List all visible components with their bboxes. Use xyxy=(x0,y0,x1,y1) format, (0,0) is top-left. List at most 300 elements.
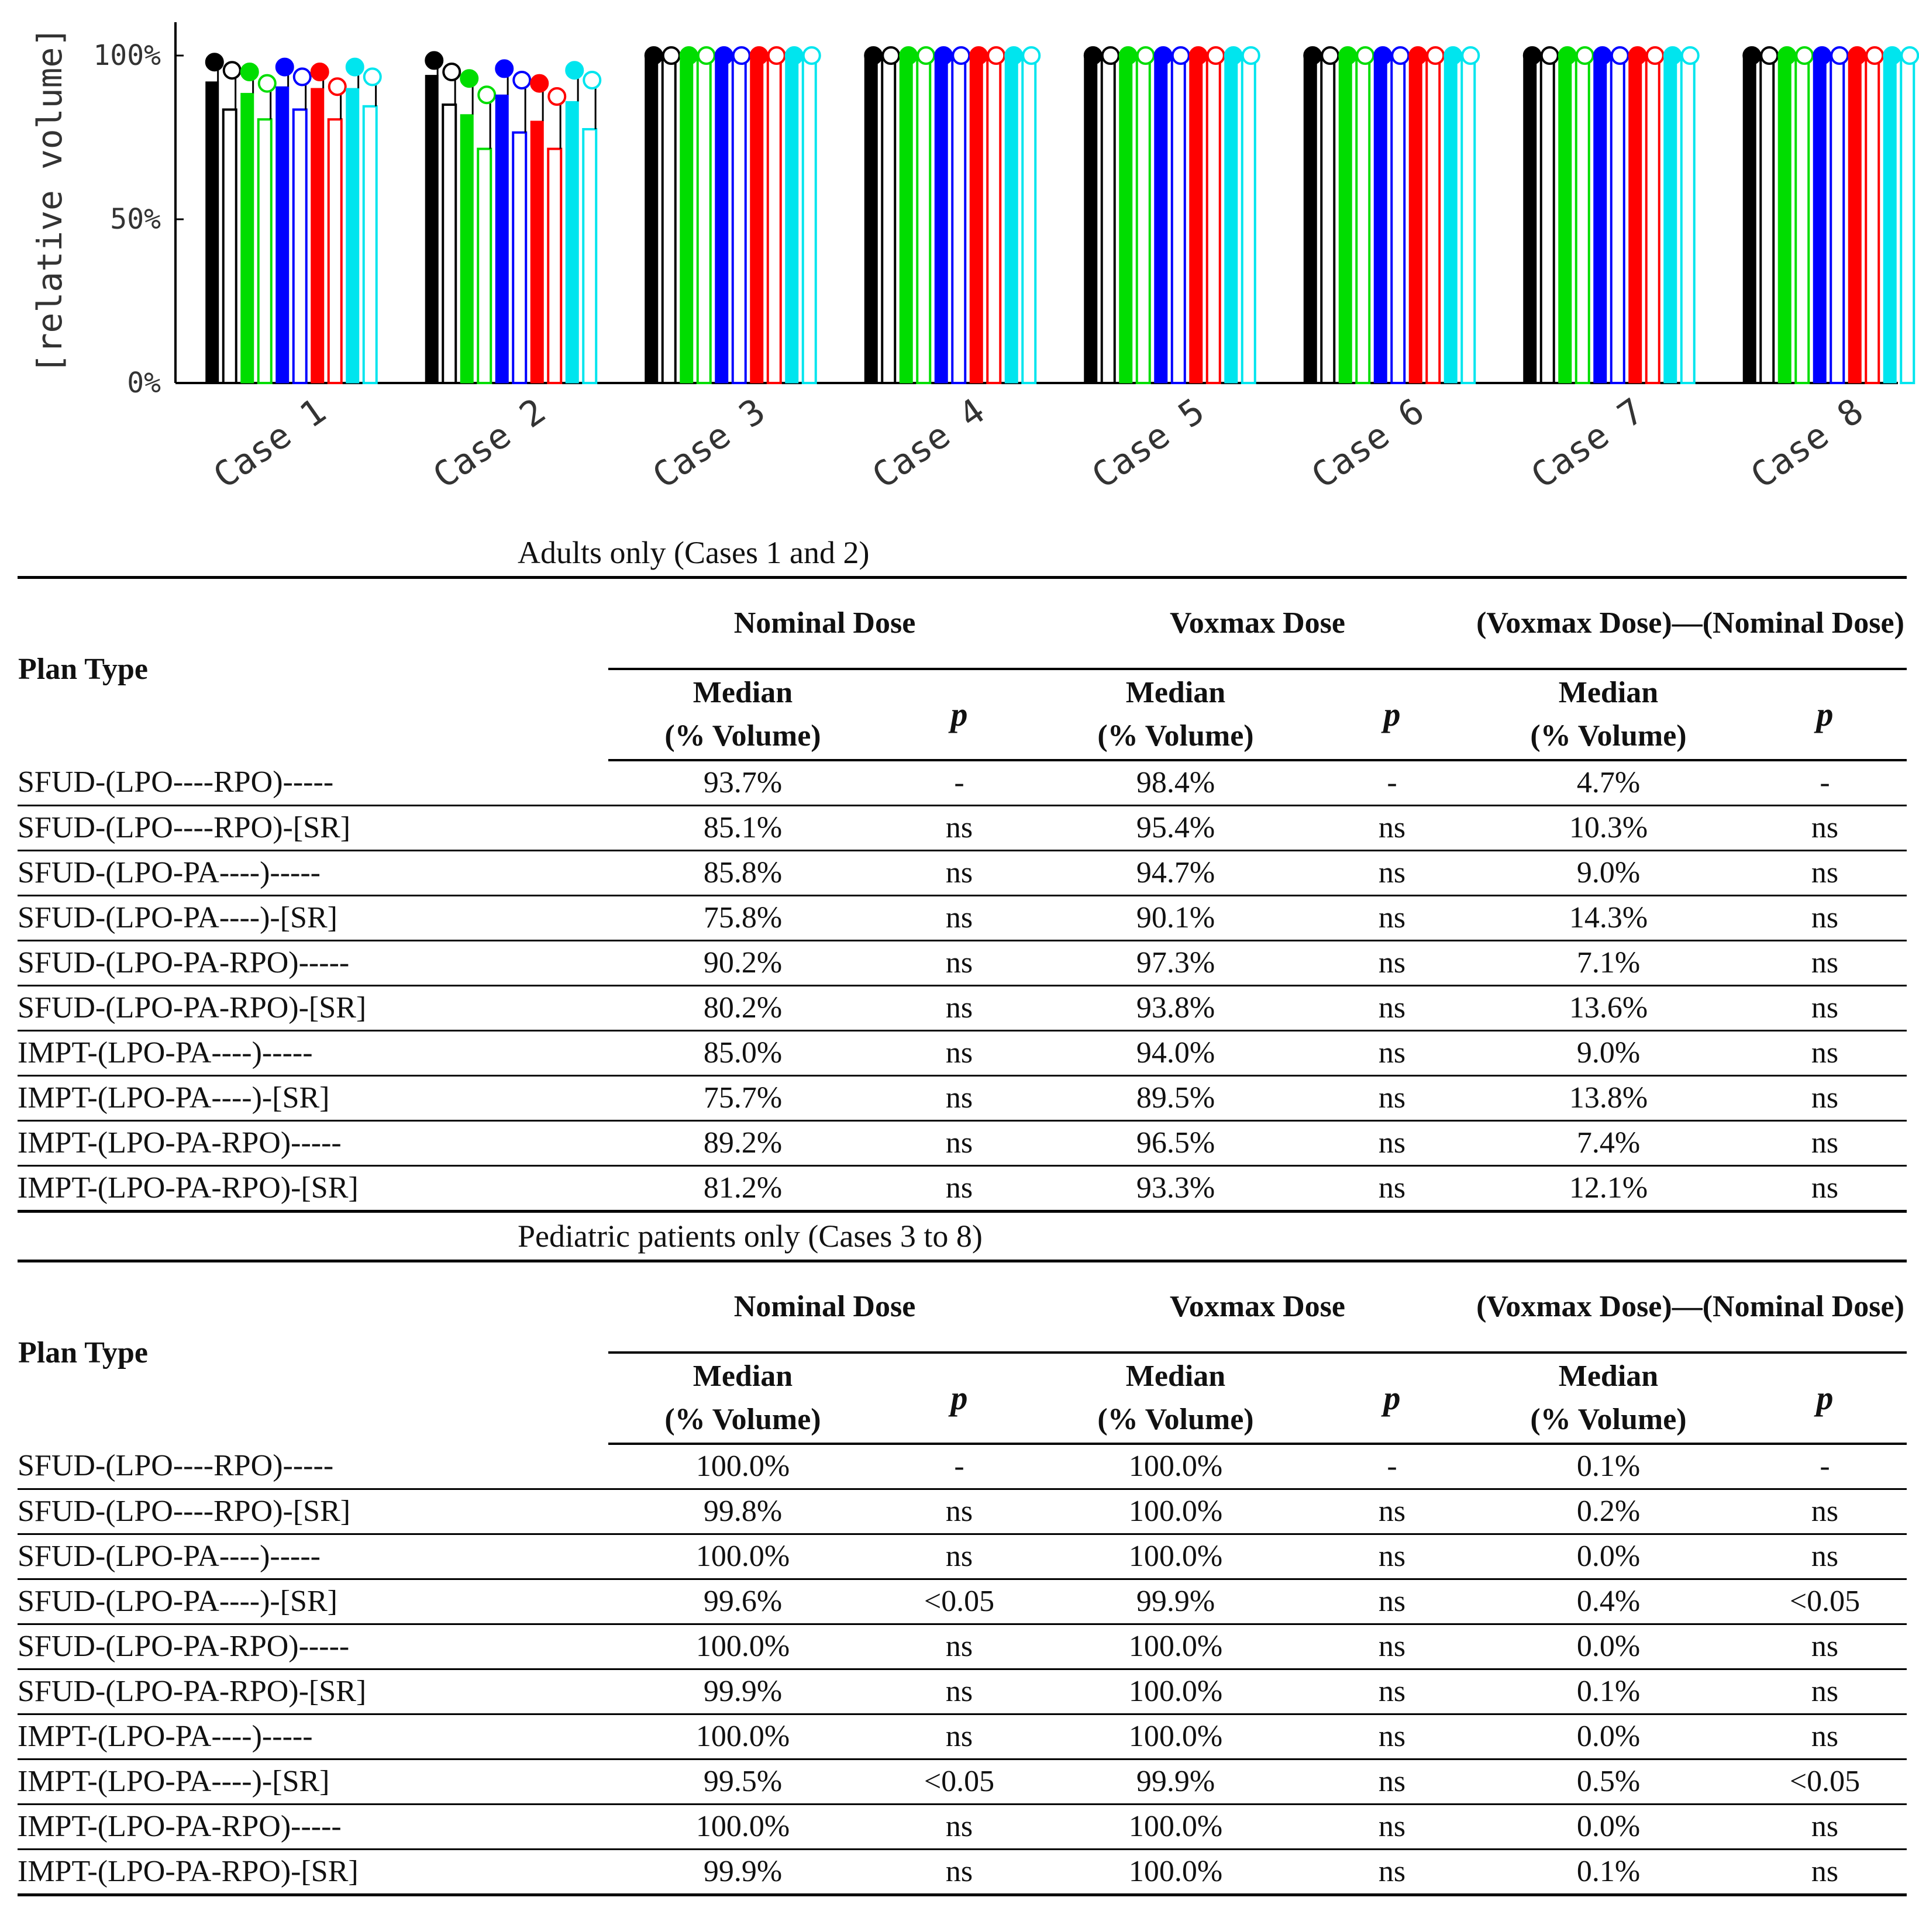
difference-median-cell: 0.0% xyxy=(1474,1624,1743,1669)
voxmax-median-cell: 94.7% xyxy=(1041,851,1310,896)
nominal-median-cell: 99.5% xyxy=(608,1760,877,1805)
voxmax-p-cell: ns xyxy=(1310,1534,1474,1579)
nominal-median-cell: 80.2% xyxy=(608,986,877,1031)
table-row xyxy=(18,1805,1907,1850)
bar xyxy=(1005,56,1018,383)
voxmax-marker xyxy=(1779,47,1795,64)
difference-median-cell: 9.0% xyxy=(1474,1031,1743,1076)
median-header: Median (% Volume) xyxy=(1474,1353,1743,1444)
plan-type-cell: SFUD-(LPO-PA----)----- xyxy=(18,851,608,896)
voxmax-marker xyxy=(478,87,495,103)
nominal-p-cell: ns xyxy=(877,1534,1041,1579)
nominal-p-cell: - xyxy=(877,760,1041,806)
voxmax-marker xyxy=(461,70,477,87)
difference-p-cell: ns xyxy=(1743,1121,1907,1166)
x-tick-label: Case 1 xyxy=(206,390,334,497)
table-row xyxy=(18,1714,1907,1760)
voxmax-marker xyxy=(1901,47,1918,64)
bar xyxy=(259,119,271,383)
difference-p-cell: ns xyxy=(1743,1076,1907,1121)
voxmax-median-cell: 99.9% xyxy=(1041,1579,1310,1624)
voxmax-p-cell: ns xyxy=(1310,1489,1474,1534)
p-header: p xyxy=(1743,1353,1907,1444)
voxmax-marker xyxy=(953,47,969,64)
voxmax-marker xyxy=(584,72,600,88)
voxmax-p-cell: ns xyxy=(1310,896,1474,941)
nominal-median-cell: 81.2% xyxy=(703,1171,783,1205)
plan-type-cell: SFUD-(LPO-PA-RPO)-[SR] xyxy=(18,986,608,1031)
voxmax-median-cell: 89.5% xyxy=(1041,1076,1310,1121)
voxmax-median-cell: 98.4% xyxy=(1041,760,1310,806)
voxmax-median-cell: 94.0% xyxy=(1041,1031,1310,1076)
difference-median-cell: 4.7% xyxy=(1474,760,1743,806)
table-row xyxy=(18,1121,1907,1166)
bar xyxy=(1391,56,1404,383)
difference-median-cell: 7.1% xyxy=(1474,941,1743,986)
voxmax-marker xyxy=(1339,47,1356,64)
bar xyxy=(223,109,236,383)
voxmax-marker xyxy=(312,64,328,80)
voxmax-marker xyxy=(1594,47,1611,64)
nominal-dose-header: Nominal Dose xyxy=(608,1261,1041,1353)
bar xyxy=(1629,56,1642,383)
plan-type-cell: IMPT-(LPO-PA----)----- xyxy=(18,1714,608,1760)
nominal-p-cell: ns xyxy=(877,986,1041,1031)
bar xyxy=(1207,56,1220,383)
voxmax-marker xyxy=(1085,47,1101,64)
voxmax-marker xyxy=(1023,47,1039,64)
nominal-p-cell: ns xyxy=(877,1121,1041,1166)
bar xyxy=(803,56,816,383)
median-header: Median (% Volume) xyxy=(1041,669,1310,760)
nominal-p-cell: ns xyxy=(877,1714,1041,1760)
voxmax-marker xyxy=(549,88,565,105)
x-tick-label: Case 5 xyxy=(1084,390,1212,497)
bar xyxy=(1304,56,1317,383)
bar xyxy=(1901,56,1914,383)
median-header: Median (% Volume) xyxy=(1474,669,1743,760)
bar xyxy=(329,119,342,383)
difference-p-cell: ns xyxy=(1743,1489,1907,1534)
p-header: p xyxy=(877,1353,1041,1444)
voxmax-marker xyxy=(786,47,802,64)
plan-type-header: Plan Type xyxy=(18,653,149,686)
plan-type-cell: SFUD-(LPO-PA----)-[SR] xyxy=(18,896,608,941)
nominal-median-cell: 85.1% xyxy=(608,806,877,851)
voxmax-marker xyxy=(883,47,899,64)
bar xyxy=(1427,56,1439,383)
relative-volume-bar-chart xyxy=(0,0,1919,526)
voxmax-median-cell: 93.3% xyxy=(1136,1171,1215,1205)
voxmax-marker xyxy=(769,47,785,64)
difference-median-cell: 10.3% xyxy=(1474,806,1743,851)
voxmax-marker xyxy=(716,47,732,64)
nominal-median-cell: 90.2% xyxy=(608,941,877,986)
median-header: Median (% Volume) xyxy=(608,1353,877,1444)
bar xyxy=(1831,56,1844,383)
difference-header: (Voxmax Dose)—(Nominal Dose) xyxy=(1474,578,1907,670)
bar xyxy=(1883,56,1896,383)
voxmax-marker xyxy=(1103,47,1119,64)
bar xyxy=(768,56,781,383)
voxmax-marker xyxy=(681,47,697,64)
voxmax-marker xyxy=(1761,47,1777,64)
difference-p-cell: <0.05 xyxy=(1743,1579,1907,1624)
bar xyxy=(276,87,289,383)
voxmax-median-cell: 100.0% xyxy=(1128,1855,1223,1888)
nominal-median-cell: 89.2% xyxy=(608,1121,877,1166)
x-tick-label: Case 3 xyxy=(645,390,773,497)
voxmax-p-cell: ns xyxy=(1310,806,1474,851)
voxmax-median-cell: 100.0% xyxy=(1041,1489,1310,1534)
voxmax-marker xyxy=(646,47,662,64)
x-tick-label: Case 8 xyxy=(1743,390,1871,497)
nominal-median-cell: 99.9% xyxy=(608,1669,877,1714)
bar xyxy=(364,106,377,383)
nominal-p-cell: ns xyxy=(877,1669,1041,1714)
bar xyxy=(583,129,596,383)
voxmax-marker xyxy=(1005,47,1022,64)
difference-p-cell: ns xyxy=(1811,1171,1839,1205)
p-header: p xyxy=(1310,1353,1474,1444)
voxmax-median-cell: 100.0% xyxy=(1041,1444,1310,1489)
nominal-median-cell: 100.0% xyxy=(608,1805,877,1850)
voxmax-marker xyxy=(1208,47,1224,64)
voxmax-marker xyxy=(1304,47,1321,64)
bar xyxy=(680,56,693,383)
voxmax-marker xyxy=(566,62,583,78)
difference-p-cell: ns xyxy=(1743,1534,1907,1579)
plan-type-cell: SFUD-(LPO----RPO)-[SR] xyxy=(18,806,608,851)
voxmax-marker xyxy=(1138,47,1154,64)
voxmax-p-cell: ns xyxy=(1310,1760,1474,1805)
voxmax-marker xyxy=(1814,47,1830,64)
voxmax-marker xyxy=(277,59,293,75)
bar xyxy=(1848,56,1861,383)
bar xyxy=(1576,56,1589,383)
p-header: p xyxy=(1310,669,1474,760)
median-header: Median (% Volume) xyxy=(608,669,877,760)
nominal-median-cell: 100.0% xyxy=(608,1624,877,1669)
bar xyxy=(987,56,1000,383)
bar xyxy=(1022,56,1035,383)
plan-type-cell: SFUD-(LPO-PA----)-[SR] xyxy=(18,1579,608,1624)
voxmax-marker xyxy=(329,78,346,95)
nominal-median-cell: 100.0% xyxy=(608,1444,877,1489)
bar xyxy=(1743,56,1756,383)
difference-p-cell: ns xyxy=(1743,806,1907,851)
bar xyxy=(460,115,473,383)
table-row xyxy=(18,806,1907,851)
voxmax-marker xyxy=(242,64,258,80)
bar xyxy=(311,88,324,383)
difference-p-cell: ns xyxy=(1743,1031,1907,1076)
nominal-p-cell: ns xyxy=(877,1031,1041,1076)
difference-median-cell: 13.8% xyxy=(1474,1076,1743,1121)
nominal-p-cell: ns xyxy=(877,1489,1041,1534)
voxmax-marker xyxy=(1866,47,1883,64)
plan-type-cell: IMPT-(LPO-PA----)-[SR] xyxy=(18,1076,608,1121)
bar xyxy=(443,105,456,383)
plan-type-cell: SFUD-(LPO----RPO)-[SR] xyxy=(18,1489,608,1534)
difference-median-cell: 0.2% xyxy=(1474,1489,1743,1534)
plan-type-cell: SFUD-(LPO-PA-RPO)----- xyxy=(18,941,608,986)
bar xyxy=(750,56,763,383)
bar xyxy=(1119,56,1132,383)
difference-p-cell: ns xyxy=(1743,1624,1907,1669)
voxmax-marker xyxy=(531,75,547,92)
bar xyxy=(1559,56,1572,383)
bar xyxy=(1462,56,1474,383)
plan-type-cell: SFUD-(LPO-PA-RPO)----- xyxy=(18,1624,608,1669)
voxmax-marker xyxy=(1173,47,1189,64)
voxmax-p-cell: ns xyxy=(1310,1121,1474,1166)
bar xyxy=(917,56,930,383)
nominal-p-cell: <0.05 xyxy=(877,1760,1041,1805)
p-header: p xyxy=(877,669,1041,760)
nominal-median-cell: 99.9% xyxy=(703,1855,783,1888)
voxmax-marker xyxy=(1243,47,1259,64)
difference-p-cell: - xyxy=(1743,760,1907,806)
voxmax-marker xyxy=(1831,47,1848,64)
difference-p-cell: ns xyxy=(1743,1805,1907,1850)
bar xyxy=(1102,56,1115,383)
bar xyxy=(1172,56,1185,383)
voxmax-p-cell: ns xyxy=(1310,1031,1474,1076)
voxmax-p-cell: - xyxy=(1310,760,1474,806)
bar xyxy=(1594,56,1607,383)
plan-type-header: Plan Type xyxy=(18,1336,149,1369)
voxmax-median-cell: 100.0% xyxy=(1041,1805,1310,1850)
bar xyxy=(1778,56,1791,383)
voxmax-marker xyxy=(1374,47,1391,64)
voxmax-marker xyxy=(1445,47,1461,64)
bar xyxy=(425,75,438,383)
bar xyxy=(530,121,543,383)
difference-median-cell: 0.5% xyxy=(1474,1760,1743,1805)
x-tick-label: Case 2 xyxy=(425,390,553,497)
voxmax-marker xyxy=(364,68,381,85)
difference-p-cell: ns xyxy=(1743,851,1907,896)
table-row xyxy=(18,851,1907,896)
voxmax-marker xyxy=(1322,47,1338,64)
bar xyxy=(495,95,508,383)
voxmax-marker xyxy=(1796,47,1813,64)
bar xyxy=(1541,56,1554,383)
voxmax-marker xyxy=(1155,47,1172,64)
difference-p-cell: ns xyxy=(1743,1714,1907,1760)
bar xyxy=(1611,56,1624,383)
nominal-p-cell: ns xyxy=(877,851,1041,896)
nominal-p-cell: ns xyxy=(877,1624,1041,1669)
nominal-p-cell: ns xyxy=(877,896,1041,941)
difference-p-cell: ns xyxy=(1743,896,1907,941)
bar xyxy=(1866,56,1879,383)
bar xyxy=(663,56,676,383)
nominal-median-cell: 75.7% xyxy=(608,1076,877,1121)
voxmax-marker xyxy=(1225,47,1242,64)
voxmax-marker xyxy=(1559,47,1576,64)
voxmax-marker xyxy=(206,54,223,70)
table-row xyxy=(18,1760,1907,1805)
bar xyxy=(698,56,711,383)
difference-p-cell: ns xyxy=(1743,1669,1907,1714)
difference-median-cell: 0.1% xyxy=(1576,1855,1641,1888)
difference-p-cell: <0.05 xyxy=(1743,1760,1907,1805)
voxmax-marker xyxy=(900,47,917,64)
difference-p-cell: ns xyxy=(1743,986,1907,1031)
bar xyxy=(715,56,728,383)
voxmax-marker xyxy=(935,47,952,64)
plan-type-cell: SFUD-(LPO----RPO)----- xyxy=(18,1444,608,1489)
voxmax-p-cell: ns xyxy=(1378,1171,1406,1205)
plan-type-cell: IMPT-(LPO-PA----)----- xyxy=(18,1031,608,1076)
median-header: Median (% Volume) xyxy=(1041,1353,1310,1444)
difference-median-cell: 13.6% xyxy=(1474,986,1743,1031)
voxmax-marker xyxy=(733,47,750,64)
difference-p-cell: ns xyxy=(1811,1855,1839,1888)
voxmax-marker xyxy=(1849,47,1865,64)
bar xyxy=(970,56,983,383)
voxmax-p-cell: ns xyxy=(1310,941,1474,986)
voxmax-p-cell: ns xyxy=(1378,1855,1406,1888)
plan-type-cell: SFUD-(LPO-PA-RPO)-[SR] xyxy=(18,1669,608,1714)
voxmax-marker xyxy=(1410,47,1426,64)
adults-table xyxy=(18,576,1907,1213)
difference-median-cell: 12.1% xyxy=(1569,1171,1648,1205)
voxmax-marker xyxy=(1647,47,1663,64)
voxmax-p-cell: ns xyxy=(1310,1579,1474,1624)
difference-median-cell: 9.0% xyxy=(1474,851,1743,896)
voxmax-marker xyxy=(259,75,275,92)
y-tick-label: 50% xyxy=(110,203,161,236)
voxmax-marker xyxy=(224,62,240,78)
voxmax-p-cell: ns xyxy=(1310,1805,1474,1850)
y-tick-label: 0% xyxy=(127,367,161,399)
bar xyxy=(548,149,561,383)
voxmax-median-cell: 100.0% xyxy=(1041,1534,1310,1579)
voxmax-marker xyxy=(663,47,680,64)
voxmax-dose-header: Voxmax Dose xyxy=(1041,578,1474,670)
voxmax-marker xyxy=(918,47,934,64)
bar xyxy=(900,56,912,383)
table-row xyxy=(18,1076,1907,1121)
plan-type-cell: IMPT-(LPO-PA-RPO)-[SR] xyxy=(18,1855,359,1888)
table-row xyxy=(18,1534,1907,1579)
nominal-median-cell: 85.8% xyxy=(608,851,877,896)
voxmax-marker xyxy=(426,52,442,68)
bar xyxy=(206,82,219,383)
voxmax-p-cell: ns xyxy=(1310,1714,1474,1760)
difference-median-cell: 0.1% xyxy=(1474,1444,1743,1489)
table-row xyxy=(18,1850,1907,1895)
table-row xyxy=(18,1624,1907,1669)
bar xyxy=(952,56,965,383)
voxmax-marker xyxy=(1665,47,1681,64)
voxmax-median-cell: 96.5% xyxy=(1041,1121,1310,1166)
bar xyxy=(1682,56,1694,383)
voxmax-median-cell: 100.0% xyxy=(1041,1714,1310,1760)
nominal-median-cell: 99.6% xyxy=(608,1579,877,1624)
bar xyxy=(785,56,798,383)
voxmax-marker xyxy=(1629,47,1646,64)
voxmax-median-cell: 99.9% xyxy=(1041,1760,1310,1805)
difference-median-cell: 0.0% xyxy=(1474,1714,1743,1760)
voxmax-marker xyxy=(970,47,987,64)
voxmax-median-cell: 93.8% xyxy=(1041,986,1310,1031)
bar xyxy=(1084,56,1097,383)
bar xyxy=(1409,56,1422,383)
difference-median-cell: 0.4% xyxy=(1474,1579,1743,1624)
bar xyxy=(1760,56,1773,383)
bar xyxy=(1646,56,1659,383)
bar xyxy=(1664,56,1677,383)
voxmax-p-cell: ns xyxy=(1310,986,1474,1031)
voxmax-marker xyxy=(1357,47,1373,64)
bar xyxy=(1796,56,1808,383)
difference-median-cell: 0.0% xyxy=(1474,1805,1743,1850)
bar xyxy=(1444,56,1457,383)
voxmax-marker xyxy=(496,60,512,77)
voxmax-p-cell: ns xyxy=(1310,1624,1474,1669)
voxmax-marker xyxy=(443,64,460,80)
nominal-median-cell: 100.0% xyxy=(608,1714,877,1760)
nominal-p-cell: ns xyxy=(945,1171,973,1205)
voxmax-median-cell: 100.0% xyxy=(1041,1624,1310,1669)
bar xyxy=(645,56,658,383)
bar xyxy=(1356,56,1369,383)
difference-median-cell: 0.1% xyxy=(1474,1669,1743,1714)
bar xyxy=(513,133,526,383)
voxmax-marker xyxy=(751,47,767,64)
voxmax-dose-header: Voxmax Dose xyxy=(1041,1261,1474,1353)
bar xyxy=(1339,56,1352,383)
plan-type-cell: SFUD-(LPO-PA----)----- xyxy=(18,1534,608,1579)
difference-header: (Voxmax Dose)—(Nominal Dose) xyxy=(1474,1261,1907,1353)
difference-p-cell: ns xyxy=(1743,941,1907,986)
voxmax-marker xyxy=(1744,47,1760,64)
voxmax-marker xyxy=(804,47,820,64)
bar xyxy=(1813,56,1826,383)
table-row xyxy=(18,1489,1907,1534)
difference-median-cell: 14.3% xyxy=(1474,896,1743,941)
plan-type-cell: IMPT-(LPO-PA----)-[SR] xyxy=(18,1760,608,1805)
bar xyxy=(1155,56,1167,383)
table-row xyxy=(18,986,1907,1031)
voxmax-p-cell: ns xyxy=(1310,851,1474,896)
nominal-p-cell: ns xyxy=(877,1805,1041,1850)
table-row xyxy=(18,1166,1907,1212)
bar xyxy=(1242,56,1255,383)
voxmax-marker xyxy=(514,72,530,88)
table-row xyxy=(18,760,1907,806)
y-tick-label: 100% xyxy=(93,39,161,72)
nominal-p-cell: ns xyxy=(877,806,1041,851)
plan-type-cell: IMPT-(LPO-PA-RPO)----- xyxy=(18,1121,608,1166)
voxmax-marker xyxy=(294,68,311,85)
pediatric-table-caption: Pediatric patients only (Cases 3 to 8) xyxy=(518,1219,983,1254)
nominal-median-cell: 75.8% xyxy=(608,896,877,941)
voxmax-marker xyxy=(988,47,1004,64)
voxmax-marker xyxy=(1190,47,1207,64)
statistics-tables xyxy=(18,529,1907,1896)
x-tick-label: Case 6 xyxy=(1304,390,1432,497)
p-header: p xyxy=(1743,669,1907,760)
bar xyxy=(1524,56,1536,383)
bar xyxy=(1190,56,1203,383)
nominal-median-cell: 99.8% xyxy=(608,1489,877,1534)
bar xyxy=(1137,56,1150,383)
